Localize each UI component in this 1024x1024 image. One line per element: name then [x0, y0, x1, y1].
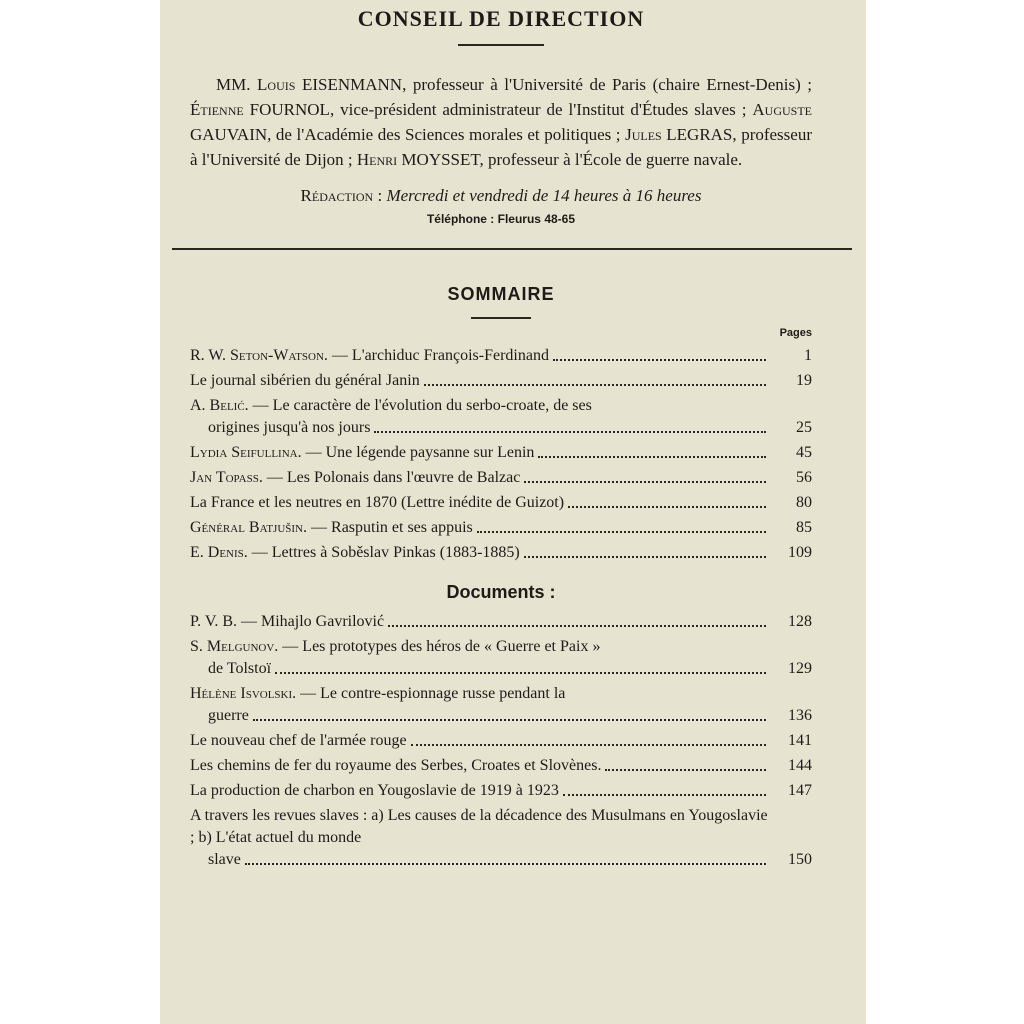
toc-title: A travers les revues slaves : a) Les causes de la décadence des Musulmans en Yougoslavie ; b) L'état actuel du monde: [190, 807, 768, 846]
toc-entry: [190, 805, 812, 871]
toc-title: — Le contre-espionnage russe pendant la: [296, 685, 566, 702]
toc-title: — Rasputin et ses appuis: [307, 519, 473, 536]
toc-entry: [190, 517, 812, 539]
toc-title: Le nouveau chef de l'armée rouge: [190, 732, 407, 749]
toc-page-number: 85: [796, 519, 812, 536]
toc-entry-line: [190, 780, 559, 802]
board-first-name: Jules: [625, 125, 662, 144]
board-text: LEGRAS, professeur à l'Université de Dijon ;: [190, 125, 812, 169]
sommaire-title: SOMMAIRE: [447, 284, 555, 304]
sommaire-list: [190, 345, 812, 564]
toc-author: Lydia Seifullina.: [190, 444, 302, 461]
toc-author: P. V. B.: [190, 613, 237, 630]
toc-title: La France et les neutres en 1870 (Lettre inédite de Guizot): [190, 494, 565, 511]
toc-title-continued: origines jusqu'à nos jours: [208, 419, 371, 436]
board-text: EISENMANN, professeur à l'Université de Paris (chaire Ernest-Denis) ;: [295, 75, 813, 94]
toc-title-continued: slave: [208, 851, 241, 868]
toc-title: — Une légende paysanne sur Lenin: [301, 444, 535, 461]
toc-entry: [190, 492, 812, 514]
toc-title: — Mihajlo Gavrilović: [237, 613, 385, 630]
toc-page-number: 45: [796, 444, 812, 461]
toc-entry-line: [190, 542, 520, 564]
documents-title: Documents :: [446, 582, 556, 602]
toc-entry-line: [190, 807, 768, 846]
toc-entry-text: [190, 683, 772, 727]
dot-leader: [563, 794, 766, 796]
toc-page-number: 19: [796, 372, 812, 389]
toc-title: — Le caractère de l'évolution du serbo-croate, de ses: [248, 397, 592, 414]
toc-entry-line: [190, 517, 473, 539]
toc-entry-text: [190, 517, 772, 539]
toc-entry: [190, 395, 812, 439]
toc-entry-line: [190, 730, 407, 752]
toc-entry: [190, 755, 812, 777]
toc-title-continued: guerre: [208, 707, 249, 724]
toc-author: R. W. Seton-Watson.: [190, 347, 328, 364]
toc-entry-text: [190, 755, 772, 777]
dot-leader: [605, 769, 766, 771]
toc-author: E. Denis.: [190, 544, 248, 561]
board-first-name: Louis: [257, 75, 296, 94]
toc-page-number: 56: [796, 469, 812, 486]
board-first-name: Henri: [356, 150, 398, 169]
dot-leader: [374, 431, 766, 433]
toc-entry-line: [190, 467, 520, 489]
toc-entry-line: [190, 492, 564, 514]
toc-entry-text: [190, 780, 772, 802]
redaction-text: Mercredi et vendredi de 14 heures à 16 heures: [386, 186, 702, 205]
toc-title: — Les prototypes des héros de « Guerre et Paix »: [278, 638, 601, 655]
toc-page-number: 141: [788, 732, 812, 749]
dot-leader: [388, 625, 766, 627]
redaction-colon: :: [373, 186, 387, 205]
toc-title: La production de charbon en Yougoslavie de 1919 à 1923: [190, 782, 559, 799]
dot-leader: [477, 531, 766, 533]
toc-title: — Lettres à Soběslav Pinkas (1883-1885): [247, 544, 520, 561]
dot-leader: [424, 384, 766, 386]
board-text: FOURNOL, vice-président administrateur de l'Institut d'Études slaves ;: [243, 100, 753, 119]
dot-leader: [253, 719, 766, 721]
board-first-name: Étienne: [190, 100, 244, 119]
toc-page-number: 147: [788, 782, 812, 799]
toc-entry-line: [190, 370, 420, 392]
redaction-label: Rédaction: [300, 186, 374, 205]
toc-title-continued: de Tolstoï: [208, 660, 272, 677]
dot-leader: [568, 506, 766, 508]
toc-entry-line: [190, 755, 601, 777]
section-divider: [172, 248, 852, 250]
toc-page-number: 1: [804, 347, 812, 364]
dot-leader: [411, 744, 766, 746]
toc-entry: [190, 345, 812, 367]
title-divider: [458, 44, 544, 46]
board-prefix: MM.: [216, 75, 258, 94]
toc-entry-text: [190, 442, 772, 464]
toc-entry-line: [190, 611, 384, 633]
toc-entry-text: [190, 730, 772, 752]
toc-page-number: 128: [788, 613, 812, 630]
toc-author: Général Batjušin.: [190, 519, 308, 536]
toc-entry-line: [190, 417, 772, 439]
board-text: MOYSSET, professeur à l'École de guerre navale.: [397, 150, 743, 169]
toc-entry-line: [190, 849, 772, 871]
toc-title: — Les Polonais dans l'œuvre de Balzac: [262, 469, 521, 486]
toc-title: — L'archiduc François-Ferdinand: [327, 347, 549, 364]
dot-leader: [538, 456, 766, 458]
toc-entry: [190, 636, 812, 680]
dot-leader: [524, 556, 766, 558]
toc-entry-line: [190, 658, 772, 680]
toc-page-number: 25: [796, 419, 812, 436]
toc-entry-line: [190, 397, 592, 414]
board-text: GAUVAIN, de l'Académie des Sciences morales et politiques ;: [190, 125, 626, 144]
toc-entry-text: [190, 345, 772, 367]
documents-list: [190, 611, 812, 871]
toc-entry: [190, 730, 812, 752]
board-members-paragraph: [190, 72, 812, 172]
toc-entry-text: [190, 395, 772, 439]
toc-entry: [190, 780, 812, 802]
toc-author: Jan Topass.: [190, 469, 263, 486]
toc-title: Les chemins de fer du royaume des Serbes, Croates et Slovènes.: [190, 757, 602, 774]
toc-page-number: 136: [788, 707, 812, 724]
dot-leader: [245, 863, 766, 865]
board-first-name: Auguste: [752, 100, 812, 119]
dot-leader: [524, 481, 766, 483]
document-page: [160, 0, 866, 1024]
pages-column-header: Pages: [779, 327, 812, 339]
toc-author: S. Melgunov.: [190, 638, 279, 655]
toc-entry: [190, 542, 812, 564]
toc-page-number: 150: [788, 851, 812, 868]
toc-entry-text: [190, 542, 772, 564]
sommaire-divider: [471, 317, 531, 319]
toc-entry: [190, 683, 812, 727]
toc-entry: [190, 370, 812, 392]
toc-entry-text: [190, 467, 772, 489]
toc-entry-line: [190, 685, 565, 702]
page-content: [190, 0, 812, 874]
toc-entry: [190, 467, 812, 489]
toc-entry: [190, 611, 812, 633]
toc-entry-text: [190, 636, 772, 680]
toc-entry-text: [190, 805, 772, 871]
toc-author: A. Belić.: [190, 397, 249, 414]
toc-entry-text: [190, 492, 772, 514]
toc-entry-text: [190, 611, 772, 633]
toc-entry-line: [190, 638, 600, 655]
page-title: CONSEIL DE DIRECTION: [357, 6, 645, 31]
toc-page-number: 144: [788, 757, 812, 774]
toc-entry-text: [190, 370, 772, 392]
toc-page-number: 80: [796, 494, 812, 511]
telephone-line: Téléphone : Fleurus 48-65: [426, 212, 576, 226]
toc-page-number: 109: [788, 544, 812, 561]
toc-entry-line: [190, 345, 549, 367]
dot-leader: [275, 672, 766, 674]
toc-entry: [190, 442, 812, 464]
toc-title: Le journal sibérien du général Janin: [190, 372, 420, 389]
redaction-hours: [190, 186, 812, 206]
toc-author: Hélène Isvolski.: [190, 685, 297, 702]
toc-page-number: 129: [788, 660, 812, 677]
dot-leader: [553, 359, 766, 361]
toc-entry-line: [190, 705, 772, 727]
toc-entry-line: [190, 442, 534, 464]
